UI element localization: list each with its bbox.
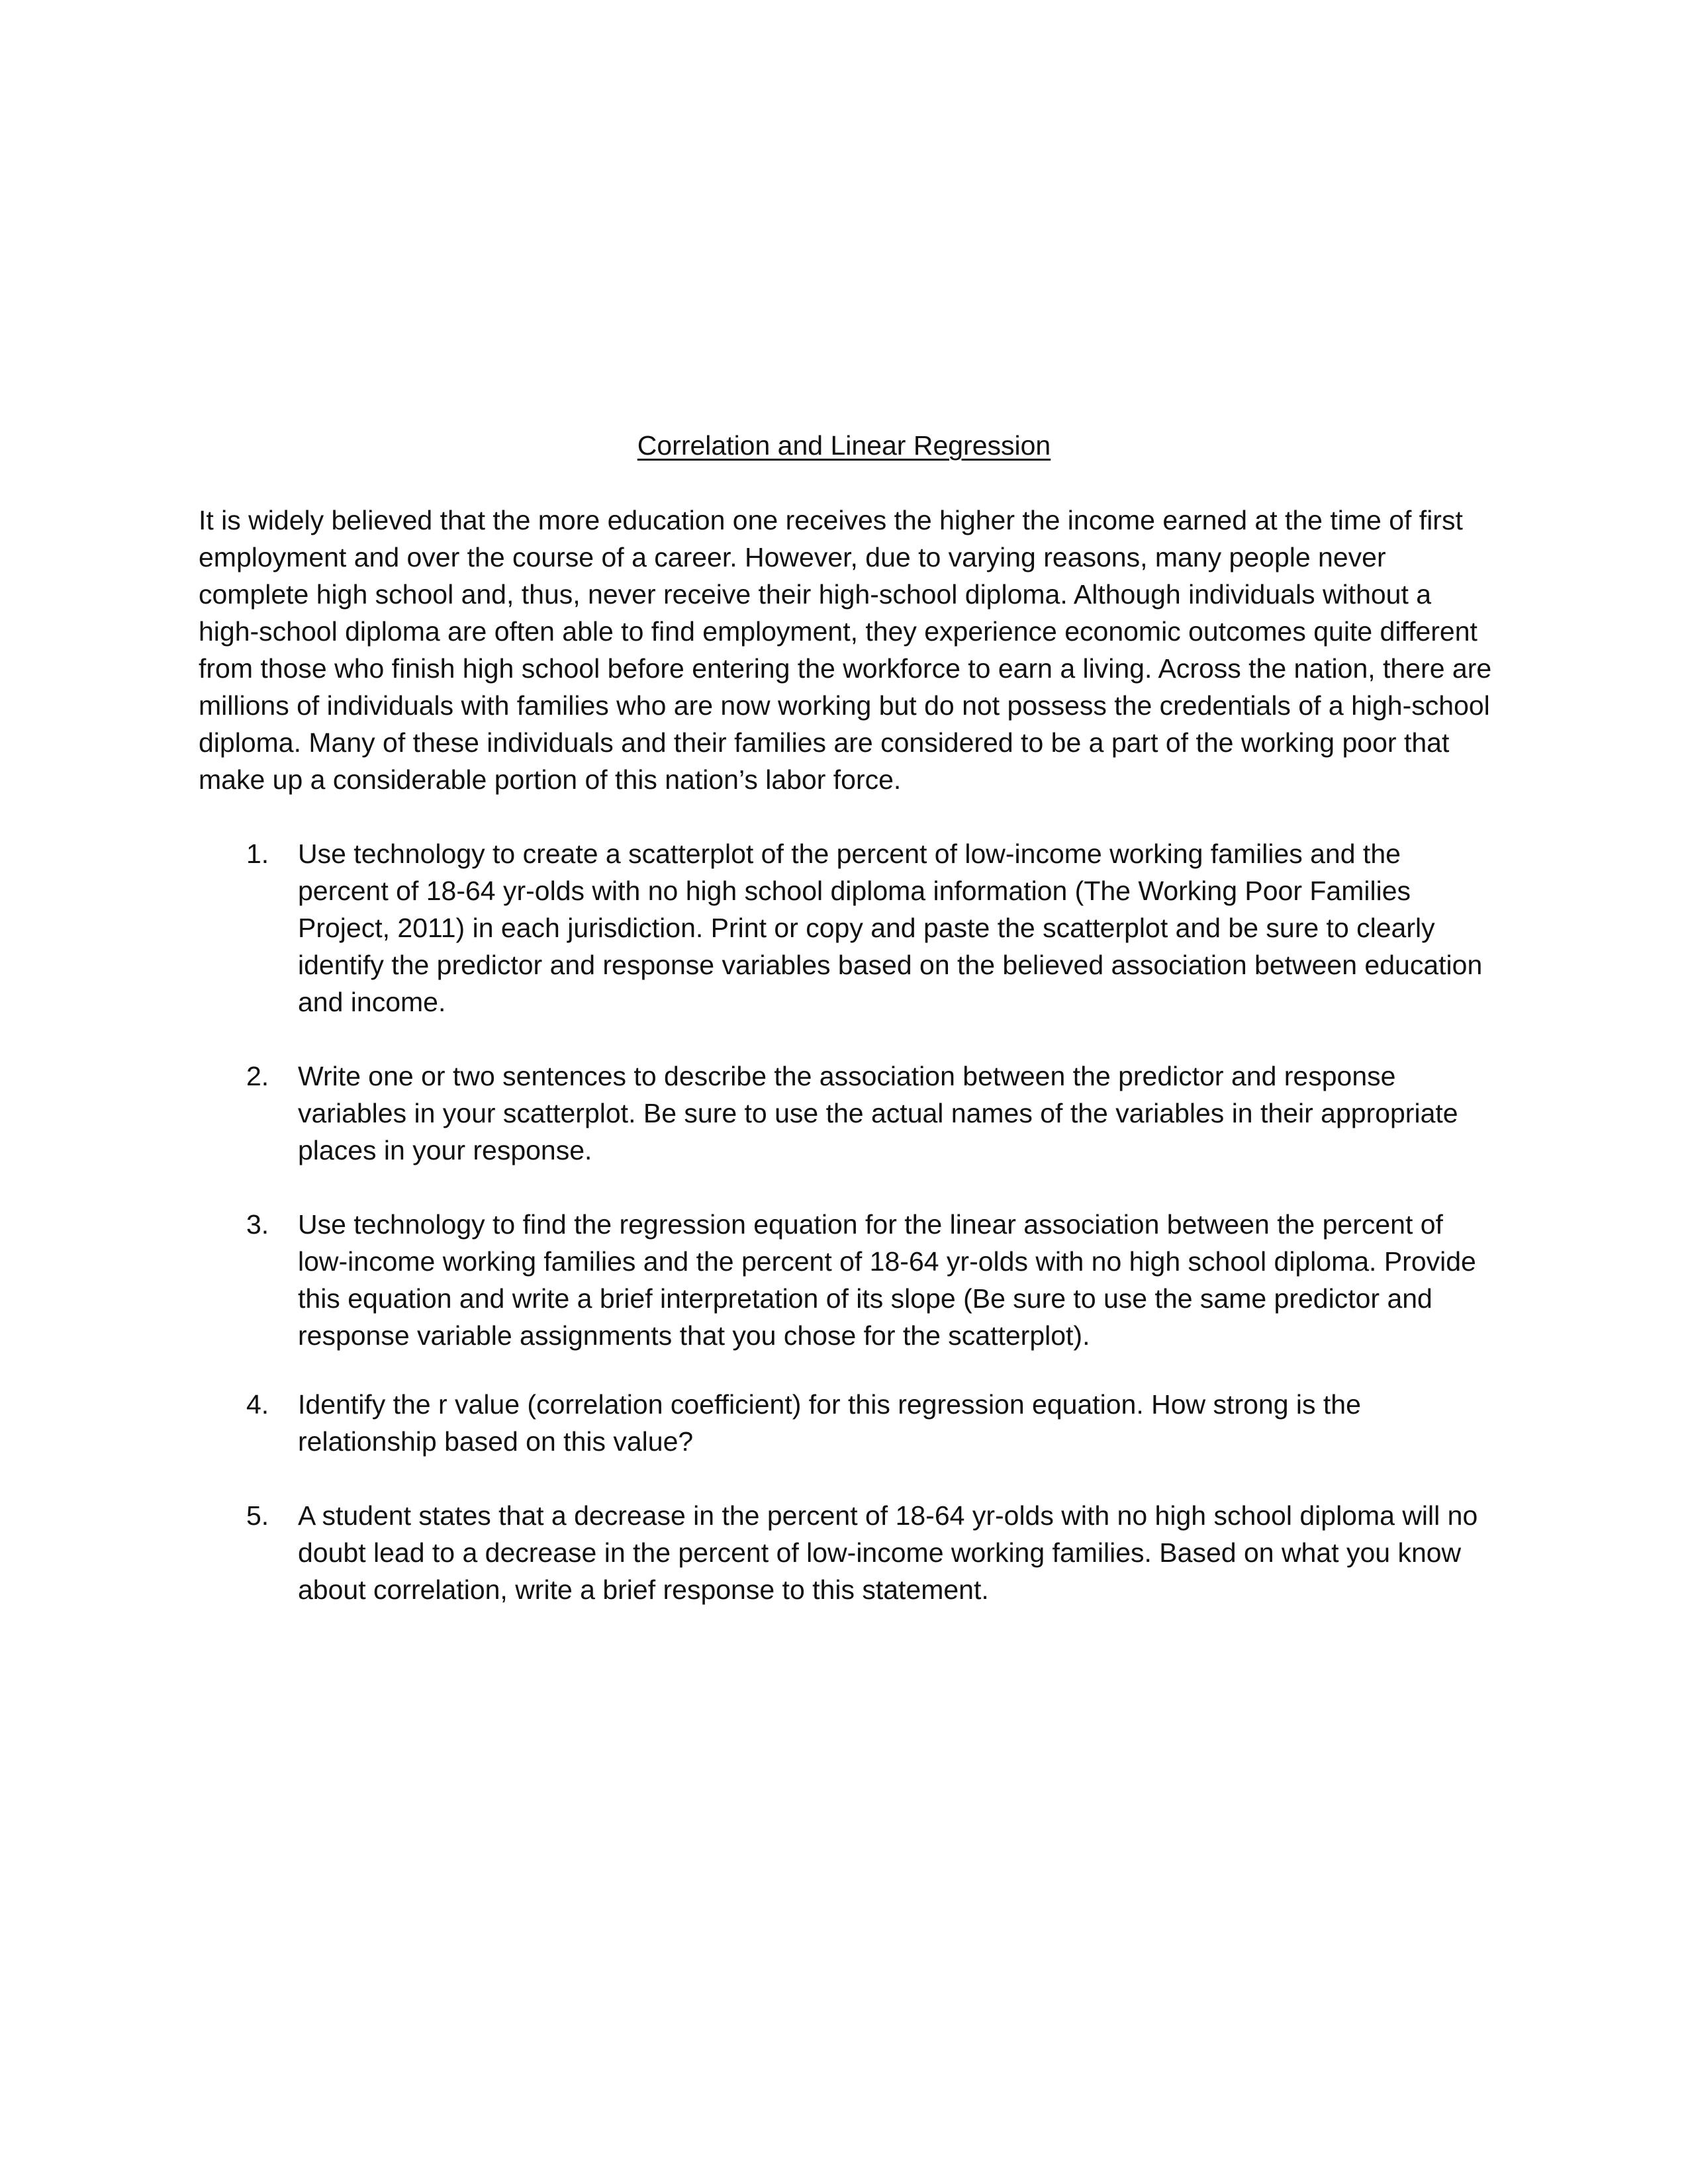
question-item-5: [199, 1497, 1496, 1608]
question-list: [199, 835, 1496, 1645]
question-text: Identify the r value (correlation coefficient) for this regression equation. How strong is the relationship based on this value?: [298, 1389, 1361, 1457]
question-text: Use technology to find the regression equation for the linear association between the percent of low-income working families and the percent of 18-64 yr-olds with no high school diploma. Provide this equation and write a brief interpretation of its slope (Be sure to use the same predictor and response variable assignments that you chose for the scatterplot).: [298, 1209, 1476, 1351]
question-item-3: [199, 1206, 1496, 1354]
question-number: 3.: [246, 1209, 269, 1240]
question-number: 5.: [246, 1500, 269, 1531]
intro-paragraph: It is widely believed that the more education one receives the higher the income earned at the time of first employment and over the course of a career. However, due to varying reasons, many people never complete high school and, thus, never receive their high-school diploma. Although individuals without a high-school diploma are often able to find employment, they experience economic outcomes quite different from those who finish high school before entering the workforce to earn a living. Across the nation, there are millions of individuals with families who are now working but do not possess the credentials of a high-school diploma. Many of these individuals and their families are considered to be a part of the working poor that make up a considerable portion of this nation’s labor force.: [199, 505, 1492, 795]
document-title: Correlation and Linear Regression: [637, 430, 1051, 461]
question-text: A student states that a decrease in the percent of 18-64 yr-olds with no high school diploma will no doubt lead to a decrease in the percent of low-income working families. Based on what you know about correlation, write a brief response to this statement.: [298, 1500, 1478, 1605]
question-item-4: [199, 1386, 1496, 1460]
question-number: 4.: [246, 1389, 269, 1420]
question-text: Use technology to create a scatterplot of the percent of low-income working families and the percent of 18-64 yr-olds with no high school diploma information (The Working Poor Families Project, 2011) in each jurisdiction. Print or copy and paste the scatterplot and be sure to clearly identify the predictor and response variables based on the believed association between education and income.: [298, 839, 1483, 1017]
question-item-1: [199, 835, 1496, 1021]
question-number: 1.: [246, 839, 269, 869]
question-item-2: [199, 1058, 1496, 1169]
question-text: Write one or two sentences to describe the association between the predictor and response variables in your scatterplot. Be sure to use the actual names of the variables in their appropriate places in your response.: [298, 1061, 1458, 1165]
question-number: 2.: [246, 1061, 269, 1091]
